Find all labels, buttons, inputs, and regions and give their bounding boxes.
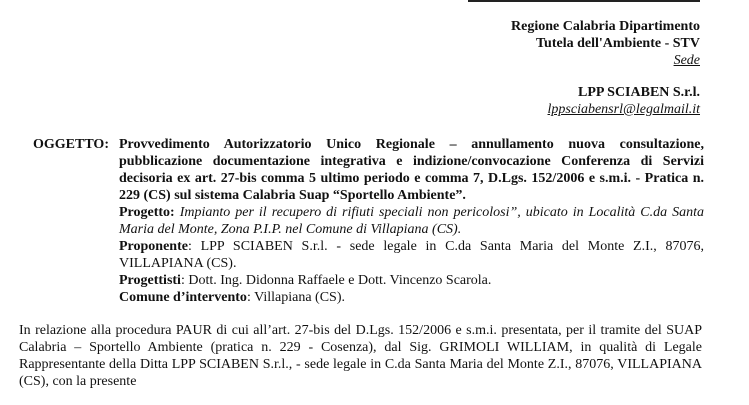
progetto-line [119, 204, 704, 238]
progettisti-label: Progettisti [119, 273, 181, 288]
recipient-line-3: Sede [673, 53, 700, 68]
oggetto-label: OGGETTO: [33, 137, 109, 152]
comune-label: Comune d’intervento [119, 290, 247, 305]
recipient-line-2: Tutela dell'Ambiente - STV [536, 36, 700, 51]
body-paragraph [19, 322, 702, 390]
proponente-value: : LPP SCIABEN S.r.l. - sede legale in C.da Santa Maria del Monte Z.I., 87076, VILLAPIANA (CS). [119, 239, 704, 271]
proponente-label: Proponente [119, 239, 188, 254]
progetto-label: Progetto: [119, 205, 175, 220]
recipient-company-name: LPP SCIABEN S.r.l. [577, 85, 700, 100]
recipient-block-regione [511, 18, 700, 69]
oggetto-subject: Provvedimento Autorizzatorio Unico Regionale – annullamento nuova consultazione, pubblicazione documentazione integrativa e indizione/convocazione Conferenza di Servizi decisoria ex art. 27-bis comma 5 ultimo periodo e comma 7, D.Lgs. 152/2006 e s.m.i. - Pratica n. 229 (CS) sul sistema Calabria Suap “Sportello Ambiente”. [119, 137, 704, 203]
comune-line [119, 289, 704, 306]
progetto-value: Impianto per il recupero di rifiuti speciali non pericolosi”, ubicato in Località C.da Santa Maria del Monte, Zona P.I.P. nel Comune di Villapiana (CS). [119, 205, 704, 237]
progettisti-value: : Dott. Ing. Didonna Raffaele e Dott. Vincenzo Scarola. [180, 273, 492, 288]
progettisti-line [119, 272, 704, 289]
oggetto-body [119, 136, 704, 306]
proponente-line [119, 238, 704, 272]
body-paragraph-text: In relazione alla procedura PAUR di cui all’art. 27-bis del D.Lgs. 152/2006 e s.m.i. presentata, per il tramite del SUAP Calabria – Sportello Ambiente (pratica n. 229 - Cosenza), dal Sig. GRIMOLI WILLIAM, in qualità di Legale Rappresentante della Ditta LPP SCIABEN S.r.l., - sede legale in C.da Santa Maria del Monte Z.I., 87076, VILLAPIANA (CS), con la presente [19, 323, 702, 389]
recipient-company-email[interactable]: lppsciabensrl@legalmail.it [547, 102, 700, 117]
header-rule [468, 0, 700, 2]
comune-value: : Villapiana (CS). [246, 290, 345, 305]
recipient-line-1: Regione Calabria Dipartimento [511, 19, 700, 34]
recipient-block-company [548, 84, 700, 118]
